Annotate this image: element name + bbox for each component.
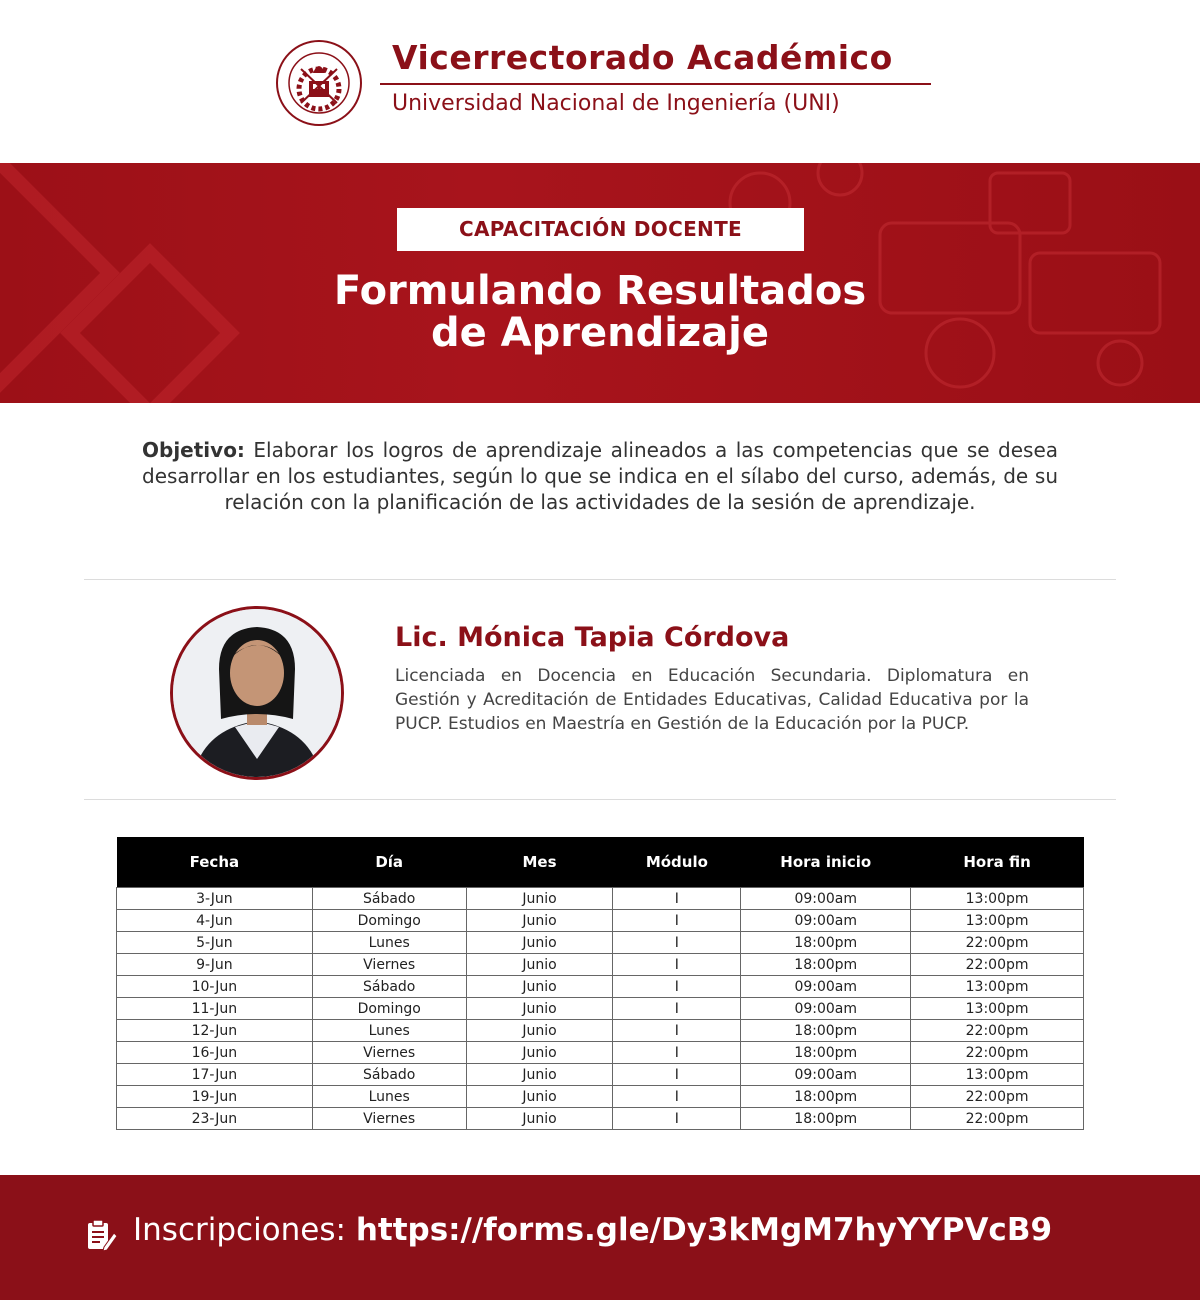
table-cell: I: [613, 1020, 741, 1042]
table-cell: 13:00pm: [911, 910, 1084, 932]
training-tag: CAPACITACIÓN DOCENTE: [397, 208, 804, 251]
table-cell: Junio: [466, 1064, 613, 1086]
table-cell: 22:00pm: [911, 1086, 1084, 1108]
table-cell: 18:00pm: [741, 932, 911, 954]
table-cell: Viernes: [312, 954, 466, 976]
table-cell: Junio: [466, 888, 613, 910]
speaker-photo: [170, 606, 344, 780]
table-cell: 18:00pm: [741, 1108, 911, 1130]
form-edit-icon: [86, 1219, 118, 1253]
table-cell: Junio: [466, 910, 613, 932]
table-cell: 13:00pm: [911, 1064, 1084, 1086]
column-header-mes: Mes: [466, 837, 613, 888]
course-title-line2: de Aprendizaje: [430, 310, 770, 356]
table-cell: 10-Jun: [117, 976, 313, 998]
table-cell: I: [613, 998, 741, 1020]
table-cell: 16-Jun: [117, 1042, 313, 1064]
table-cell: I: [613, 910, 741, 932]
table-cell: 13:00pm: [911, 976, 1084, 998]
table-cell: Lunes: [312, 932, 466, 954]
table-cell: I: [613, 1108, 741, 1130]
table-row: [117, 910, 1084, 932]
table-cell: 22:00pm: [911, 1108, 1084, 1130]
table-row: [117, 932, 1084, 954]
column-header-dia: Día: [312, 837, 466, 888]
table-cell: 18:00pm: [741, 954, 911, 976]
schedule-body: [117, 888, 1084, 1130]
table-cell: 23-Jun: [117, 1108, 313, 1130]
table-cell: 4-Jun: [117, 910, 313, 932]
table-cell: Sábado: [312, 976, 466, 998]
table-row: [117, 998, 1084, 1020]
speaker-name: Lic. Mónica Tapia Córdova: [395, 622, 790, 653]
table-cell: 18:00pm: [741, 1042, 911, 1064]
table-row: [117, 1042, 1084, 1064]
table-row: [117, 954, 1084, 976]
objective-paragraph: [142, 437, 1058, 515]
table-cell: 22:00pm: [911, 954, 1084, 976]
table-cell: Domingo: [312, 910, 466, 932]
table-cell: 09:00am: [741, 910, 911, 932]
table-cell: Domingo: [312, 998, 466, 1020]
table-cell: 09:00am: [741, 998, 911, 1020]
registration-link[interactable]: https://forms.gle/Dy3kMgM7hyYYPVcB9: [355, 1212, 1053, 1248]
table-cell: 09:00am: [741, 888, 911, 910]
table-row: [117, 1108, 1084, 1130]
table-cell: Junio: [466, 1086, 613, 1108]
registration-text: [133, 1212, 1052, 1248]
column-header-fecha: Fecha: [117, 837, 313, 888]
table-cell: I: [613, 1042, 741, 1064]
table-cell: Viernes: [312, 1042, 466, 1064]
table-cell: 17-Jun: [117, 1064, 313, 1086]
table-row: [117, 976, 1084, 998]
table-cell: 12-Jun: [117, 1020, 313, 1042]
table-cell: 22:00pm: [911, 1020, 1084, 1042]
institution-title: Vicerrectorado Académico: [392, 38, 893, 77]
table-cell: 5-Jun: [117, 932, 313, 954]
table-cell: Junio: [466, 1108, 613, 1130]
table-cell: 13:00pm: [911, 998, 1084, 1020]
table-row: [117, 888, 1084, 910]
table-cell: I: [613, 954, 741, 976]
table-cell: 9-Jun: [117, 954, 313, 976]
course-title-line1: Formulando Resultados: [333, 268, 867, 314]
table-cell: 19-Jun: [117, 1086, 313, 1108]
table-row: [117, 1020, 1084, 1042]
table-cell: I: [613, 1086, 741, 1108]
header-divider: [380, 83, 931, 85]
objective-text: Elaborar los logros de aprendizaje alineados a las competencias que se desea desarrollar en los estudiantes, según lo que se indica en el sílabo del curso, además, de su relación con la planificación de las actividades de la sesión de aprendizaje.: [142, 438, 1058, 514]
table-cell: 18:00pm: [741, 1020, 911, 1042]
table-cell: 22:00pm: [911, 932, 1084, 954]
column-header-modulo: Módulo: [613, 837, 741, 888]
table-cell: I: [613, 888, 741, 910]
schedule-table: [116, 837, 1084, 1130]
table-cell: 13:00pm: [911, 888, 1084, 910]
table-cell: Junio: [466, 954, 613, 976]
table-cell: 09:00am: [741, 1064, 911, 1086]
schedule-header-row: [117, 837, 1084, 888]
table-cell: 09:00am: [741, 976, 911, 998]
institution-subtitle: Universidad Nacional de Ingeniería (UNI): [392, 91, 840, 116]
column-header-hora-inicio: Hora inicio: [741, 837, 911, 888]
uni-seal-logo: [275, 25, 363, 141]
course-title: [200, 270, 1000, 354]
section-divider: [84, 799, 1116, 800]
table-cell: 3-Jun: [117, 888, 313, 910]
table-cell: 11-Jun: [117, 998, 313, 1020]
table-cell: Lunes: [312, 1020, 466, 1042]
table-row: [117, 1086, 1084, 1108]
table-cell: I: [613, 1064, 741, 1086]
section-divider: [84, 579, 1116, 580]
table-cell: I: [613, 932, 741, 954]
objective-label: Objetivo:: [142, 438, 245, 462]
speaker-bio: Licenciada en Docencia en Educación Secundaria. Diplomatura en Gestión y Acreditación de Entidades Educativas, Calidad Educativa por la PUCP. Estudios en Maestría en Gestión de la Educación por la PUCP.: [395, 666, 1029, 734]
table-cell: I: [613, 976, 741, 998]
header: [0, 0, 1200, 163]
table-cell: Junio: [466, 1042, 613, 1064]
table-cell: Sábado: [312, 1064, 466, 1086]
table-cell: 22:00pm: [911, 1042, 1084, 1064]
registration-label: Inscripciones:: [133, 1212, 356, 1248]
table-cell: Viernes: [312, 1108, 466, 1130]
table-row: [117, 1064, 1084, 1086]
table-cell: 18:00pm: [741, 1086, 911, 1108]
column-header-hora-fin: Hora fin: [911, 837, 1084, 888]
table-cell: Junio: [466, 976, 613, 998]
table-cell: Junio: [466, 932, 613, 954]
table-cell: Junio: [466, 1020, 613, 1042]
table-cell: Sábado: [312, 888, 466, 910]
table-cell: Junio: [466, 998, 613, 1020]
table-cell: Lunes: [312, 1086, 466, 1108]
